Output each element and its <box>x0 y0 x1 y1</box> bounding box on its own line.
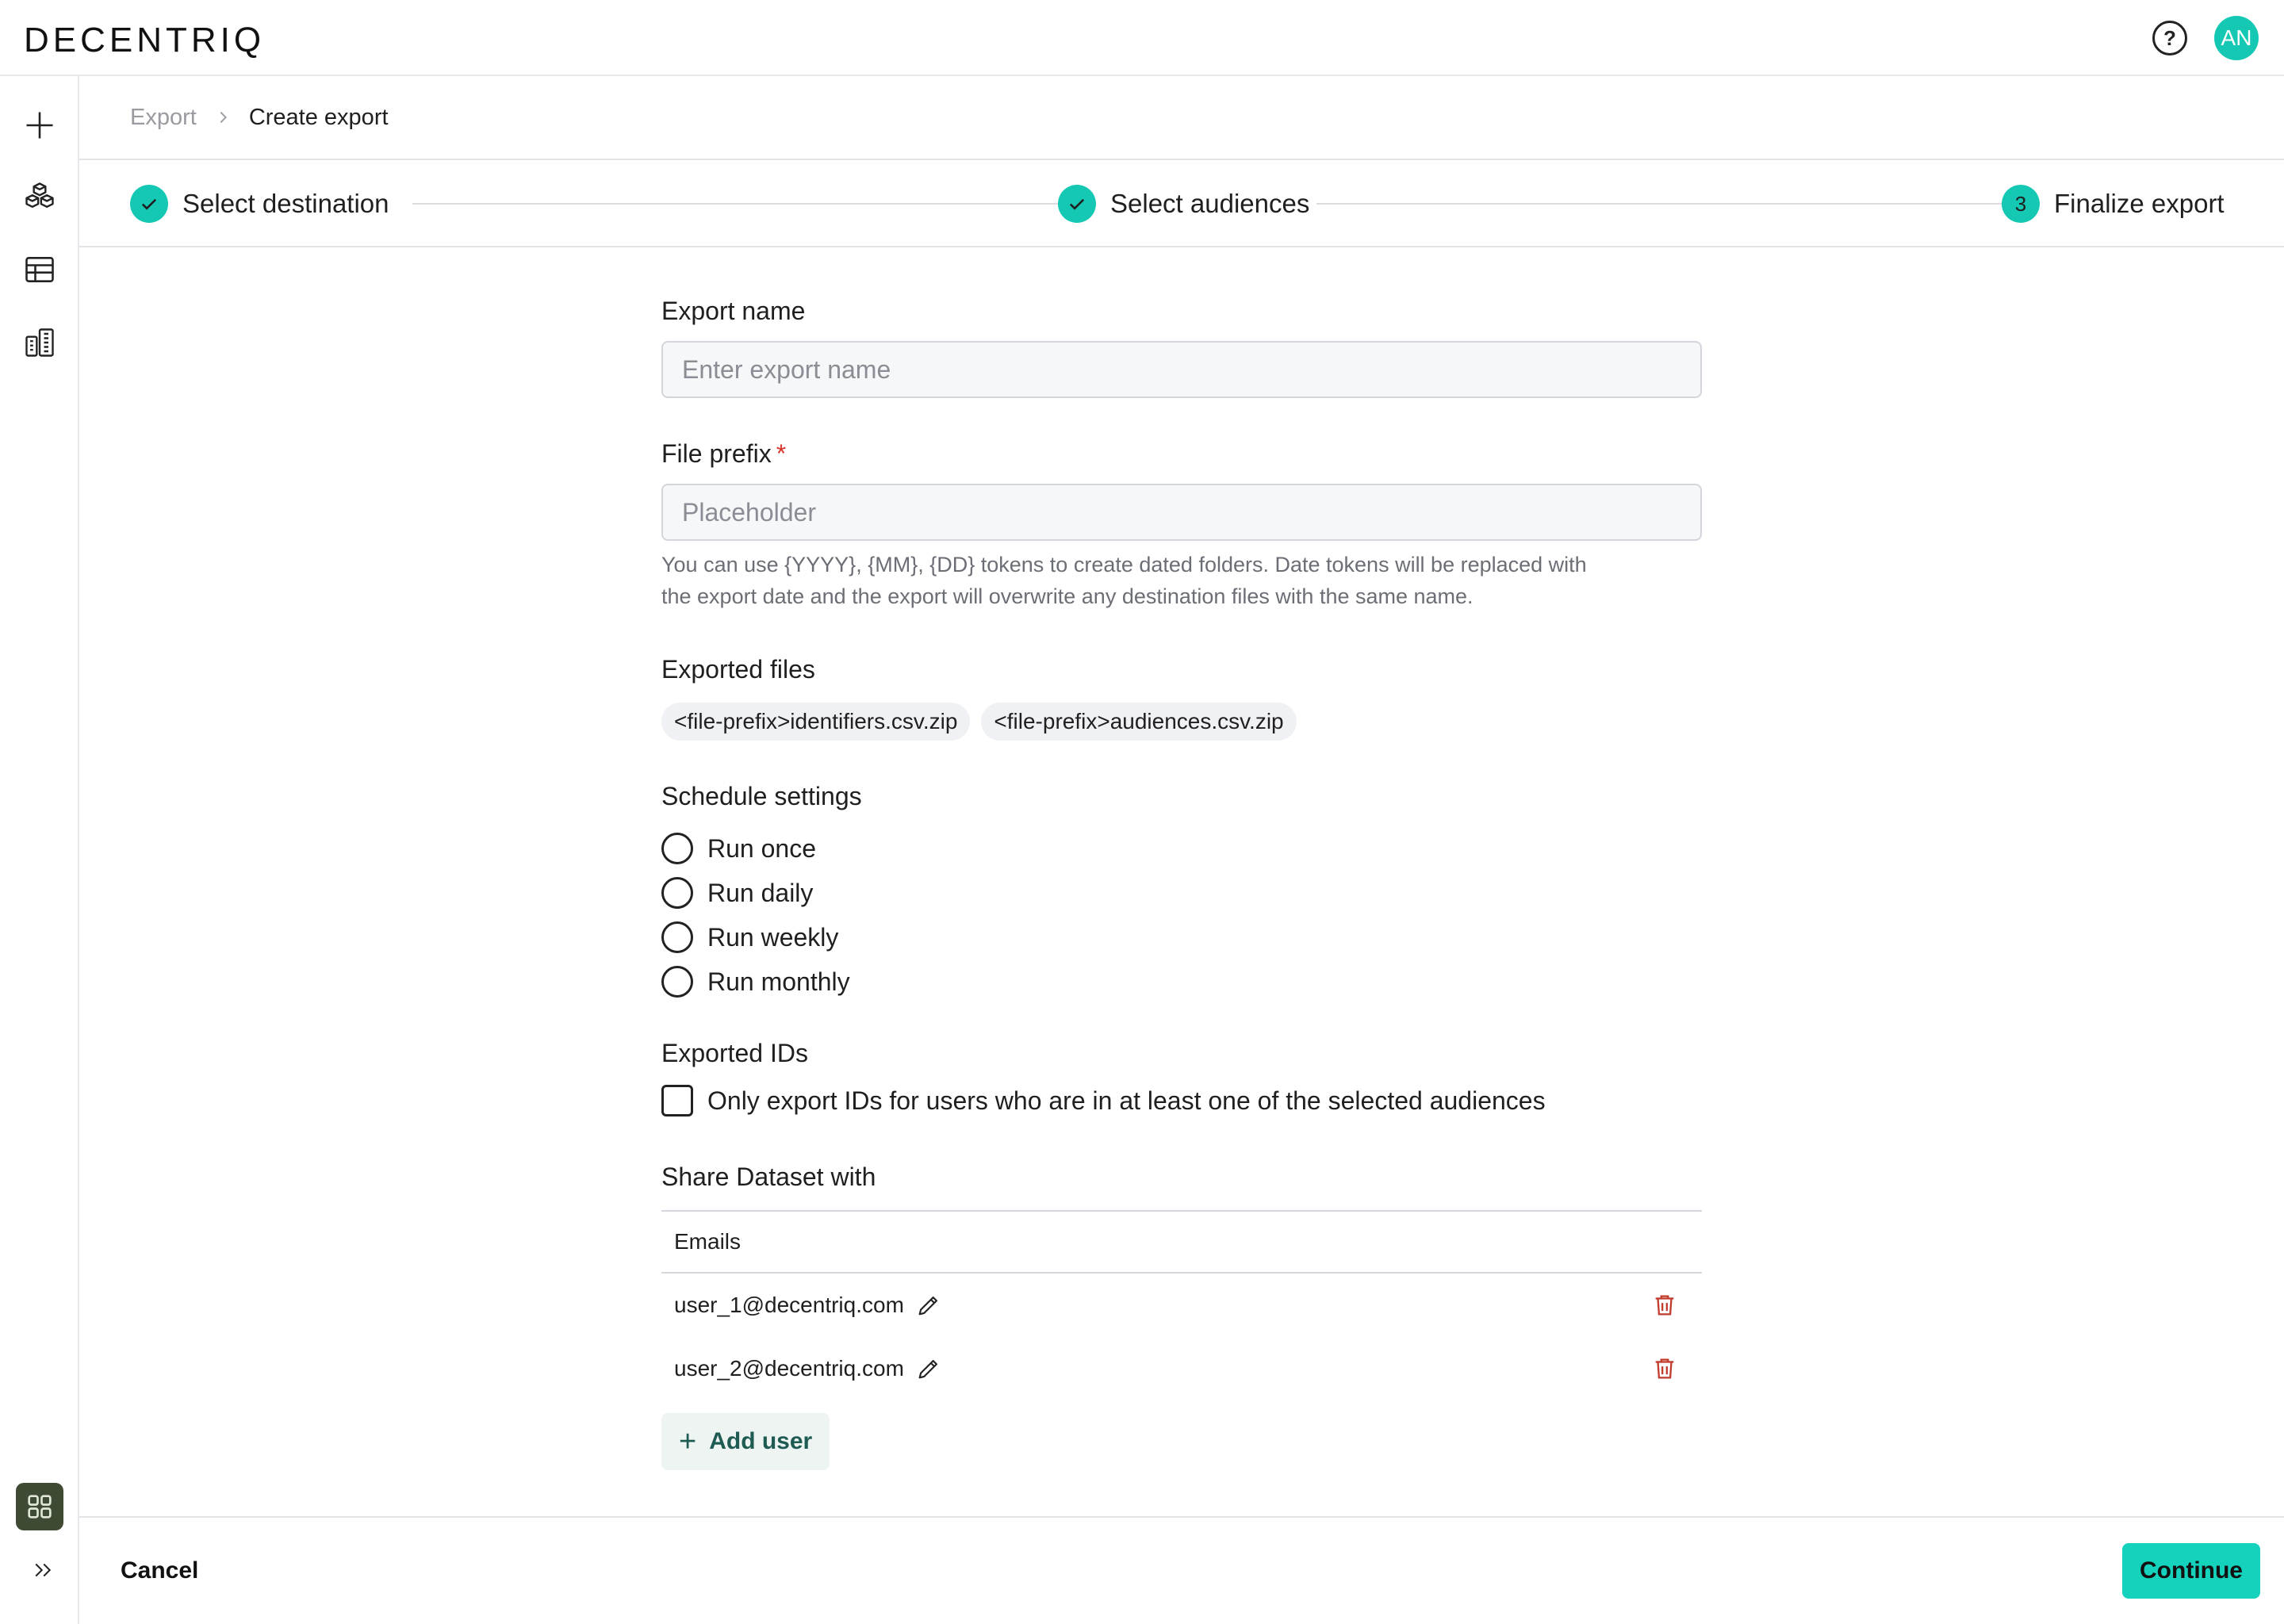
exported-files-list <box>661 703 1308 741</box>
radio-run-once[interactable] <box>661 826 850 871</box>
step-label: Select destination <box>182 189 389 218</box>
emails-column-header: Emails <box>661 1212 1702 1274</box>
pencil-icon[interactable] <box>915 1355 942 1382</box>
exported-files-label: Exported files <box>661 655 815 684</box>
step-select-destination <box>130 184 396 224</box>
share-dataset-label: Share Dataset with <box>661 1162 876 1191</box>
radio-button[interactable] <box>661 921 693 953</box>
radio-label: Run weekly <box>707 922 839 952</box>
breadcrumb <box>79 76 2284 160</box>
step-finalize-export <box>2002 184 2231 224</box>
exported-ids-label: Exported IDs <box>661 1039 808 1067</box>
cancel-button[interactable]: Cancel <box>121 1557 199 1584</box>
radio-run-daily[interactable] <box>661 871 850 915</box>
radio-button[interactable] <box>661 877 693 909</box>
stepper <box>79 160 2284 247</box>
pencil-icon[interactable] <box>915 1292 942 1319</box>
step-label: Select audiences <box>1110 189 1310 218</box>
helper-line: the export date and the export will overwrite any destination files with the same name. <box>661 584 1473 608</box>
breadcrumb-export-link[interactable]: Export <box>130 104 197 130</box>
share-table <box>661 1210 1702 1400</box>
buildings-icon[interactable] <box>16 319 63 366</box>
radio-label: Run daily <box>707 878 814 907</box>
file-prefix-label-text: File prefix <box>661 439 772 468</box>
check-icon <box>130 185 168 223</box>
radio-button[interactable] <box>661 833 693 864</box>
add-user-button[interactable] <box>661 1413 830 1470</box>
radio-label: Run monthly <box>707 967 850 996</box>
step-number: 3 <box>2002 185 2040 223</box>
cubes-icon[interactable] <box>16 173 63 220</box>
logo[interactable]: DECENTRIQ <box>24 21 266 59</box>
trash-icon[interactable] <box>1651 1291 1678 1320</box>
exported-ids-checkbox[interactable] <box>661 1085 693 1116</box>
table-icon[interactable] <box>16 246 63 293</box>
plus-icon: + <box>679 1424 697 1458</box>
required-mark: * <box>776 439 787 468</box>
step-select-audiences <box>1058 184 1316 224</box>
table-row <box>661 1274 1702 1337</box>
left-sidebar <box>0 76 79 1624</box>
file-chip: <file-prefix>identifiers.csv.zip <box>661 703 970 741</box>
help-icon[interactable]: ? <box>2152 21 2187 56</box>
step-connector <box>1316 203 2078 205</box>
check-icon <box>1058 185 1096 223</box>
top-bar <box>0 0 2284 76</box>
radio-run-weekly[interactable] <box>661 915 850 959</box>
chevron-right-icon <box>214 109 232 126</box>
trash-icon[interactable] <box>1651 1354 1678 1383</box>
continue-button[interactable]: Continue <box>2122 1543 2260 1599</box>
file-prefix-label <box>661 439 786 469</box>
email-cell: user_2@decentriq.com <box>674 1356 904 1381</box>
footer <box>79 1516 2284 1624</box>
exported-ids-checkbox-row[interactable] <box>661 1085 1546 1116</box>
schedule-settings-label: Schedule settings <box>661 782 862 810</box>
table-row <box>661 1337 1702 1400</box>
export-name-label: Export name <box>661 297 806 325</box>
radio-button[interactable] <box>661 966 693 998</box>
file-chip: <file-prefix>audiences.csv.zip <box>981 703 1296 741</box>
radio-run-monthly[interactable] <box>661 959 850 1004</box>
double-chevron-right-icon[interactable] <box>27 1554 59 1586</box>
schedule-radio-group <box>661 826 850 1004</box>
email-cell: user_1@decentriq.com <box>674 1293 904 1317</box>
helper-line: You can use {YYYY}, {MM}, {DD} tokens to create dated folders. Date tokens will be replaced with <box>661 553 1587 576</box>
avatar[interactable]: AN <box>2214 16 2259 60</box>
step-label: Finalize export <box>2054 189 2225 218</box>
step-connector <box>412 203 1142 205</box>
plus-icon[interactable] <box>16 102 63 149</box>
file-prefix-helper <box>661 549 1702 612</box>
breadcrumb-current: Create export <box>248 104 389 130</box>
file-prefix-input[interactable] <box>661 484 1702 541</box>
apps-icon[interactable] <box>16 1483 63 1530</box>
radio-label: Run once <box>707 833 816 863</box>
export-name-input[interactable] <box>661 341 1702 398</box>
checkbox-label: Only export IDs for users who are in at least one of the selected audiences <box>707 1086 1546 1115</box>
add-user-label: Add user <box>709 1428 813 1454</box>
